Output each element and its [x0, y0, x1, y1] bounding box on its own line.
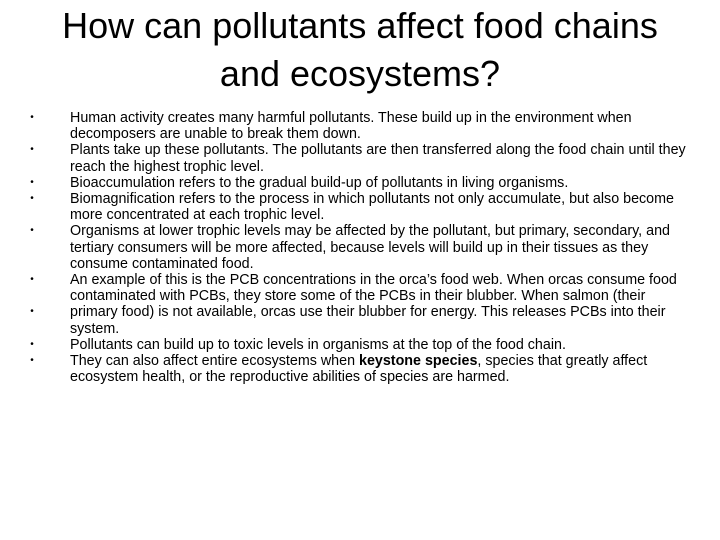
bullet-text: Plants take up these pollutants. The pollutants are then transferred along the food chain until they reach the highest trophic level. [70, 142, 686, 175]
bullet-term: Biomagnification [70, 191, 175, 208]
bullet-text: Organisms at lower trophic levels may be affected by the pollutant, but primary, secondary, and tertiary consumers will be more affected, because levels will build up in their tissues as they consume contaminated food. [70, 223, 670, 272]
bullet-text: refers to the process in which pollutants not only accumulate, but also become more concentrated at each trophic level. [70, 191, 674, 224]
bullet-item [0, 337, 690, 353]
bullet-list [0, 110, 720, 385]
bullet-dot-icon: • [30, 306, 34, 318]
bullet-text: Human activity creates many harmful pollutants. These build up in the environment when decomposers are unable to break them down. [70, 110, 632, 143]
bullet-item [0, 304, 690, 336]
bullet-dot-icon: • [30, 274, 34, 286]
bullet-dot-icon: • [30, 193, 34, 205]
bullet-item [0, 110, 690, 142]
bullet-dot-icon: • [30, 144, 34, 156]
bullet-dot-icon: • [30, 112, 34, 123]
bullet-term: Bioaccumulation [70, 174, 175, 191]
bullet-text: primary food) is not available, orcas use their blubber for energy. This releases PCBs into their system. [70, 304, 666, 337]
bullet-item [0, 175, 690, 191]
bullet-text: Pollutants can build up to toxic levels in organisms at the top of the food chain. [70, 336, 566, 353]
bullet-item [0, 191, 690, 223]
bullet-text: , species that greatly affect ecosystem health, or the reproductive abilities of species are harmed. [70, 353, 648, 386]
slide-title: How can pollutants affect food chains and ecosystems? [62, 5, 658, 94]
bullet-text: They can also affect entire ecosystems when [70, 353, 359, 370]
bullet-dot-icon: • [30, 225, 34, 237]
bullet-item [0, 272, 690, 304]
bullet-item [0, 142, 690, 174]
bullet-dot-icon: • [30, 338, 34, 350]
bullet-item [0, 223, 690, 272]
bullet-dot-icon: • [30, 355, 34, 367]
bullet-term: keystone species [359, 353, 478, 370]
bullet-dot-icon: • [30, 176, 34, 188]
bullet-text: An example of this is the PCB concentrations in the orca’s food web. When orcas consume food contaminated with PCBs, they store some of the PCBs in their blubber. When salmon (their [70, 272, 677, 305]
bullet-text: refers to the gradual build-up of pollutants in living organisms. [174, 174, 569, 191]
bullet-item [0, 353, 690, 385]
